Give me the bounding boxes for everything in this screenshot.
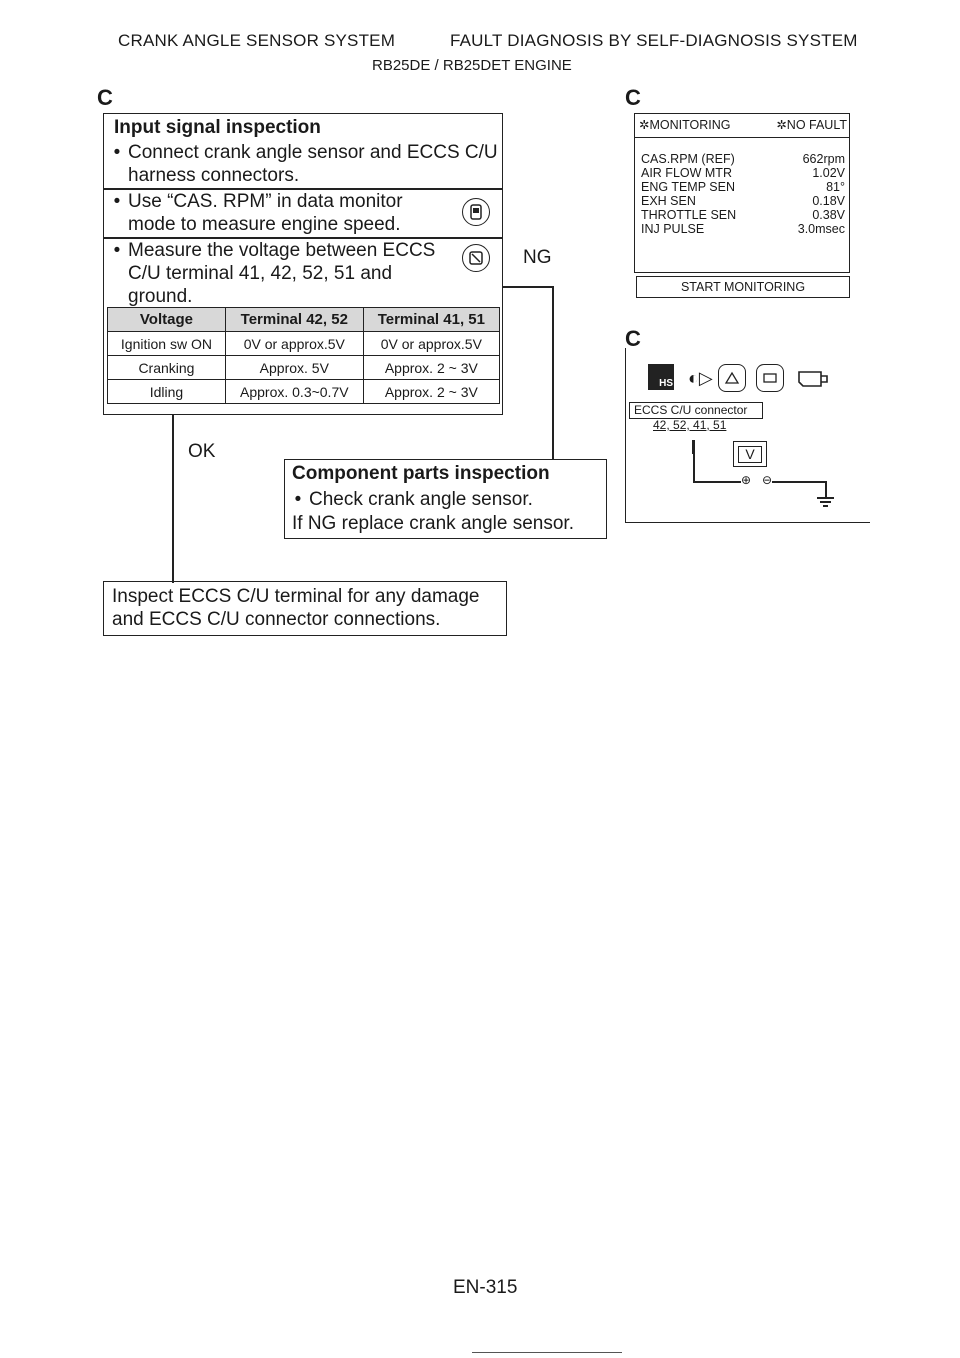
table-cell: Idling [108, 380, 226, 404]
header-sub: RB25DE / RB25DET ENGINE [372, 57, 572, 74]
input-step-2-text: Use “CAS. RPM” in data monitor mode to measure engine speed. [128, 191, 403, 235]
header-right: FAULT DIAGNOSIS BY SELF-DIAGNOSIS SYSTEM [450, 31, 858, 50]
monitor-status: ✲NO FAULT [776, 118, 847, 132]
ground-symbol [817, 497, 834, 499]
table-header: Terminal 42, 52 [225, 308, 363, 332]
plus-terminal: ⊕ [741, 473, 752, 487]
table-header: Terminal 41, 51 [363, 308, 499, 332]
component-step-1-text: Check crank angle sensor. [309, 489, 533, 510]
monitor-row: AIR FLOW MTR 1.02V [641, 166, 845, 180]
connector-label: ECCS C/U connector [629, 402, 763, 419]
ecu-icon [756, 364, 784, 392]
bullet: • [294, 489, 302, 510]
ng-branch-line [503, 286, 553, 288]
table-cell: Approx. 2 ~ 3V [363, 380, 499, 404]
marker-c-connector: C [625, 326, 641, 351]
engine-icon [795, 364, 829, 397]
harness-icon [718, 364, 746, 392]
final-step-box [103, 581, 507, 636]
monitor-row: EXH SEN 0.18V [641, 194, 845, 208]
monitor-row: CAS.RPM (REF) 662rpm [641, 152, 845, 166]
ok-vertical-line [172, 415, 174, 583]
table-cell: Approx. 2 ~ 3V [363, 356, 499, 380]
monitor-rows [641, 152, 845, 236]
input-step-3 [106, 239, 436, 308]
voltmeter: V [733, 441, 767, 467]
final-step-text: Inspect ECCS C/U terminal for any damage and ECCS C/U connector connections. [112, 586, 480, 630]
input-step-3-text: Measure the voltage between ECCS C/U terminal 41, 42, 52, 51 and ground. [128, 240, 436, 307]
hs-icon: HS [648, 364, 674, 390]
input-inspection-title: Input signal inspection [114, 117, 321, 138]
minus-terminal: ⊖ [762, 473, 773, 487]
input-step-2 [106, 190, 436, 236]
start-monitoring-button[interactable]: START MONITORING [636, 276, 850, 298]
bullet: • [113, 191, 121, 212]
star-icon: ✲ [639, 118, 650, 132]
monitor-row: INJ PULSE 3.0msec [641, 222, 845, 236]
monitor-header [639, 118, 847, 132]
component-step-1 [287, 488, 599, 511]
table-header-row [108, 308, 500, 332]
table-row [108, 332, 500, 356]
multimeter-icon [462, 244, 490, 272]
ng-label: NG [523, 247, 552, 268]
table-header: Voltage [108, 308, 226, 332]
monitor-row: ENG TEMP SEN 81° [641, 180, 845, 194]
table-cell: Approx. 5V [225, 356, 363, 380]
table-row [108, 380, 500, 404]
component-inspection-title: Component parts inspection [292, 463, 550, 484]
table-cell: Ignition sw ON [108, 332, 226, 356]
voltage-table [107, 307, 500, 404]
consult-icon [462, 198, 490, 226]
page-number: EN-315 [453, 1277, 518, 1298]
connector-icon: ◐▷ [688, 368, 713, 388]
input-step-1 [106, 141, 498, 187]
table-row [108, 356, 500, 380]
table-cell: Approx. 0.3~0.7V [225, 380, 363, 404]
marker-c-left: C [97, 85, 113, 110]
terminal-numbers: 42, 52, 41, 51 [653, 418, 727, 432]
table-cell: Cranking [108, 356, 226, 380]
table-cell: 0V or approx.5V [363, 332, 499, 356]
input-step-1-text: Connect crank angle sensor and ECCS C/U harness connectors. [128, 142, 498, 186]
monitor-title: ✲MONITORING [639, 118, 731, 132]
bullet: • [113, 142, 121, 163]
monitor-row: THROTTLE SEN 0.38V [641, 208, 845, 222]
ng-vertical-line [552, 286, 554, 460]
table-cell: 0V or approx.5V [225, 332, 363, 356]
marker-c-monitor: C [625, 85, 641, 110]
component-step-2: If NG replace crank angle sensor. [292, 513, 574, 534]
ok-label: OK [188, 441, 216, 462]
bullet: • [113, 240, 121, 261]
star-icon: ✲ [776, 118, 787, 132]
header-left: CRANK ANGLE SENSOR SYSTEM [118, 31, 396, 50]
